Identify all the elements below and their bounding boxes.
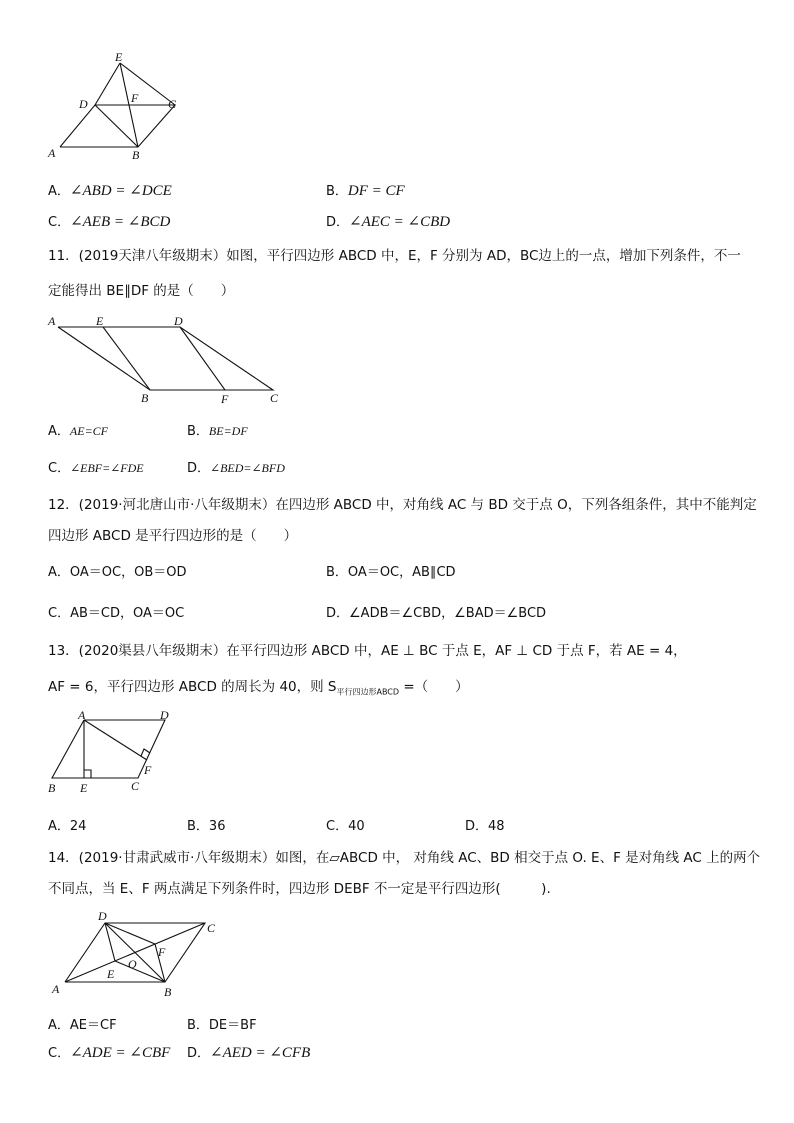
q13-stem-line2-a: AF = 6，平行四边形 ABCD 的周长为 40，则 S	[48, 679, 337, 695]
q14-option-c	[48, 1042, 170, 1062]
q14-option-a-label: A．	[48, 1018, 70, 1033]
q10-option-d	[326, 211, 450, 231]
q11-option-d	[187, 457, 285, 476]
q11-stem-line1: 11．(2019天津八年级期末）如图，平行四边形 ABCD 中，E，F 分别为 AD，BC边上的一点，增加下列条件，不一	[48, 248, 741, 264]
q14-label-o: O	[128, 957, 137, 971]
q12-option-a-label: A．	[48, 565, 70, 580]
q12-option-b-text: OA＝OC，AB∥CD	[347, 565, 456, 580]
q11-label-a: A	[48, 314, 56, 328]
q11-figure	[40, 310, 290, 410]
q14-option-d	[187, 1042, 310, 1062]
q14-label-e: E	[107, 967, 115, 981]
q13-label-b: B	[48, 781, 56, 795]
q14-label-f: F	[158, 945, 166, 959]
q12-option-d-label: D．	[326, 606, 350, 621]
q13-option-c-label: C．	[326, 819, 349, 834]
q14-line-de	[105, 923, 115, 961]
q11-label-c: C	[270, 391, 279, 405]
q10-option-b-label: B．	[326, 184, 348, 199]
q12-option-c-label: C．	[48, 606, 71, 621]
q10-option-c-text: ∠AEB = ∠BCD	[70, 214, 171, 230]
q11-option-c-label: C．	[48, 461, 71, 476]
q13-option-d-label: D．	[465, 819, 489, 834]
q13-option-b-text: 36	[208, 819, 226, 834]
q14-label-d: D	[98, 909, 107, 923]
q13-option-a-text: 24	[69, 819, 87, 834]
q10-option-b-text: DF = CF	[347, 183, 405, 199]
q14-label-b: B	[164, 985, 172, 999]
q14-label-a: A	[52, 982, 60, 996]
q10-label-d: D	[79, 97, 88, 111]
q12-stem-line1: 12．(2019·河北唐山市·八年级期末）在四边形 ABCD 中，对角线 AC 与 BD 交于点 O，下列各组条件，其中不能判定	[48, 497, 757, 513]
q13-stem-line2	[48, 675, 469, 698]
q13-option-b-label: B．	[187, 819, 209, 834]
q12-option-a-text: OA＝OC，OB＝OD	[69, 565, 187, 580]
q13-label-f: F	[144, 763, 152, 777]
q14-stem-line2: 不同点，当 E、F 两点满足下列条件时，四边形 DEBF 不一定是平行四边形( ).	[48, 881, 551, 897]
q12-option-a	[48, 561, 187, 580]
q11-label-b: B	[141, 391, 149, 405]
q13-stem-line1: 13．(2020渠县八年级期末）在平行四边形 ABCD 中，AE ⊥ BC 于点 E，AF ⊥ CD 于点 F，若 AE = 4，	[48, 643, 687, 659]
q14-option-b-text: DE＝BF	[208, 1018, 257, 1033]
q12-option-d	[326, 602, 546, 621]
q14-option-c-label: C．	[48, 1046, 71, 1061]
q13-option-a	[48, 815, 86, 834]
q10-figure	[40, 50, 200, 165]
q13-label-e: E	[80, 781, 88, 795]
q11-label-e: E	[96, 314, 104, 328]
q13-line-af	[84, 720, 147, 760]
q10-label-a: A	[48, 146, 56, 160]
q12-option-c-text: AB＝CD，OA＝OC	[70, 606, 185, 621]
q10-option-a-label: A．	[48, 184, 70, 199]
q14-line-df	[105, 923, 155, 944]
q11-option-c-text: ∠EBF=∠FDE	[70, 461, 144, 475]
q10-line-db	[95, 105, 138, 147]
q10-label-f: F	[131, 91, 139, 105]
q10-label-b: B	[132, 148, 140, 162]
q11-stem-line2: 定能得出 BE∥DF 的是（ ）	[48, 283, 235, 299]
q12-option-b-label: B．	[326, 565, 348, 580]
q10-option-c-label: C．	[48, 215, 71, 230]
q10-label-e: E	[115, 50, 123, 64]
q12-option-b	[326, 561, 456, 580]
q14-option-d-label: D．	[187, 1046, 211, 1061]
q10-option-a	[48, 180, 172, 200]
q14-option-b	[187, 1014, 257, 1033]
q10-option-a-text: ∠ABD = ∠DCE	[69, 183, 172, 199]
q11-option-b	[187, 420, 248, 439]
q14-stem-line1: 14．(2019·甘肃武威市·八年级期末）如图，在▱ABCD 中， 对角线 AC、BD 相交于点 O. E、F 是对角线 AC 上的两个	[48, 850, 761, 866]
q11-parallelogram	[58, 327, 273, 390]
q10-option-b	[326, 180, 405, 200]
q11-line-be	[103, 327, 150, 390]
q12-option-c	[48, 602, 184, 621]
q11-option-c	[48, 457, 144, 476]
q11-option-d-label: D．	[187, 461, 211, 476]
q10-parallelogram	[60, 105, 175, 147]
q13-option-d-text: 48	[488, 819, 505, 834]
q13-option-b	[187, 815, 225, 834]
q11-label-f: F	[221, 392, 229, 406]
q13-option-c-text: 40	[348, 819, 365, 834]
q10-option-c	[48, 211, 170, 231]
q12-option-d-text: ∠ADB＝∠CBD，∠BAD＝∠BCD	[349, 606, 547, 621]
q14-option-a	[48, 1014, 117, 1033]
q11-option-d-text: ∠BED=∠BFD	[210, 461, 285, 475]
q13-right-angle-e	[84, 770, 91, 778]
q14-option-a-text: AE＝CF	[69, 1018, 117, 1033]
q14-line-eb	[115, 961, 165, 982]
q14-option-b-label: B．	[187, 1018, 209, 1033]
q11-option-a-label: A．	[48, 424, 70, 439]
q13-stem-line2-sub: 平行四边形ABCD	[336, 687, 400, 697]
q11-label-d: D	[174, 314, 183, 328]
q12-stem-line2: 四边形 ABCD 是平行四边形的是（ ）	[48, 528, 298, 544]
q14-option-c-text: ∠ADE = ∠CBF	[70, 1045, 171, 1061]
q10-option-d-label: D．	[326, 215, 350, 230]
q13-option-a-label: A．	[48, 819, 70, 834]
q11-option-b-label: B．	[187, 424, 209, 439]
q14-label-c: C	[207, 921, 216, 935]
q13-option-c	[326, 815, 365, 834]
q11-option-b-text: BE=DF	[208, 424, 248, 438]
q13-label-c: C	[131, 779, 140, 793]
q13-option-d	[465, 815, 505, 834]
q13-figure	[40, 710, 180, 800]
q10-line-de	[95, 63, 120, 105]
q11-option-a-text: AE=CF	[69, 424, 108, 438]
q13-stem-line2-b: =（ ）	[399, 679, 469, 695]
q10-label-c: C	[168, 97, 177, 111]
q10-line-ec	[120, 63, 175, 105]
q11-option-a	[48, 420, 108, 439]
q11-line-df	[180, 327, 225, 390]
q13-label-a: A	[78, 710, 86, 722]
q14-option-d-text: ∠AED = ∠CFB	[210, 1045, 311, 1061]
q10-option-d-text: ∠AEC = ∠CBD	[349, 214, 451, 230]
q14-figure	[40, 905, 230, 1005]
q13-label-d: D	[160, 710, 169, 722]
